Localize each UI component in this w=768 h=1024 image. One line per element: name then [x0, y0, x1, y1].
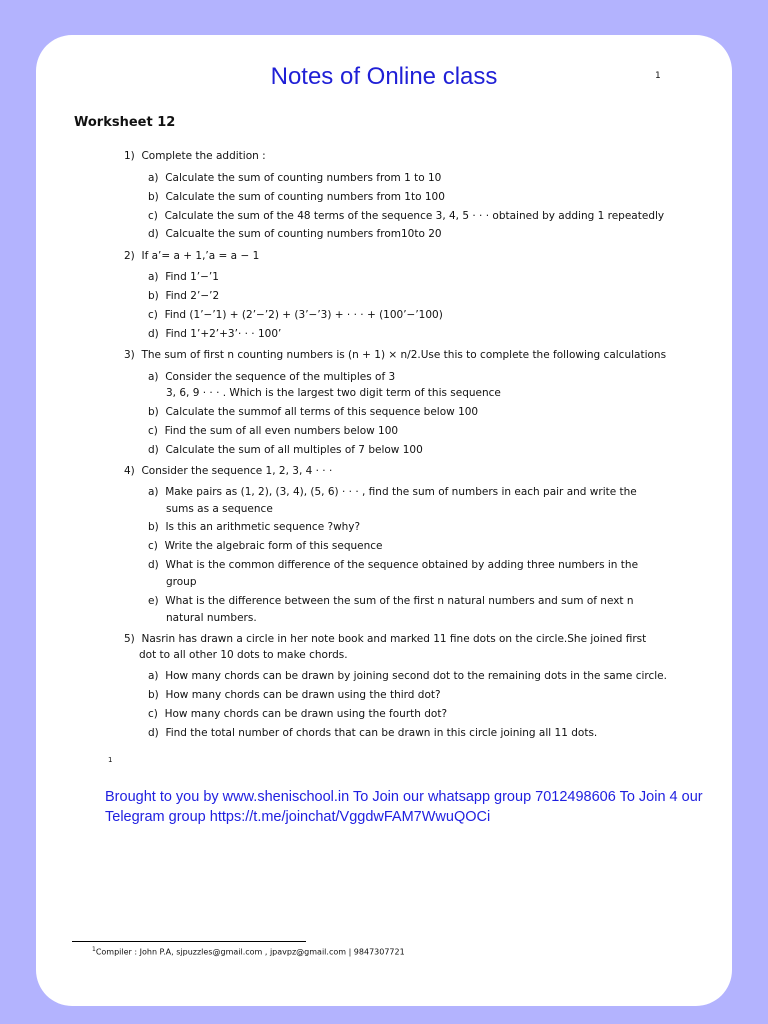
part-text: How many chords can be drawn using the third dot? — [165, 689, 441, 701]
part-3d — [148, 443, 423, 457]
part-label: c) — [148, 425, 158, 437]
question-text: dot to all other 10 dots to make chords. — [139, 649, 348, 661]
footnote-rule — [72, 941, 306, 942]
part-5d — [148, 726, 597, 740]
part-label: d) — [148, 444, 159, 456]
part-1a — [148, 171, 441, 185]
page-number: 1 — [655, 71, 661, 81]
part-text: Consider the sequence of the multiples of 3 — [165, 371, 396, 383]
part-label: a) — [148, 486, 159, 498]
question-text: Nasrin has drawn a circle in her note book and marked 11 fine dots on the circle.She joined first — [141, 633, 647, 645]
question-text: The sum of first n counting numbers is (n + 1) × n/2.Use this to complete the following calculations — [141, 349, 667, 361]
part-text: What is the difference between the sum of the first n natural numbers and sum of next n — [165, 595, 634, 607]
question-text: Consider the sequence 1, 2, 3, 4 · · · — [141, 465, 333, 477]
part-4d-continued — [166, 575, 197, 589]
part-4e — [148, 594, 634, 608]
part-label: a) — [148, 371, 159, 383]
part-1b — [148, 190, 445, 204]
part-label: a) — [148, 271, 159, 283]
part-text: Find (1’−’1) + (2’−’2) + (3’−’3) + · · · + (100’−’100) — [164, 309, 443, 321]
part-text: Calculate the sum of all multiples of 7 below 100 — [165, 444, 423, 456]
footnote-sup: 1 — [92, 946, 96, 953]
question-text: If a’= a + 1,’a = a − 1 — [141, 250, 260, 262]
part-3b — [148, 405, 478, 419]
part-2d — [148, 327, 281, 341]
part-text: Find 2’−’2 — [165, 290, 220, 302]
part-label: d) — [148, 727, 159, 739]
part-text: Make pairs as (1, 2), (3, 4), (5, 6) · · · , find the sum of numbers in each pair and write the — [165, 486, 637, 498]
footnote — [92, 946, 405, 957]
part-4a — [148, 485, 637, 499]
part-label: e) — [148, 595, 159, 607]
question-number: 2) — [124, 250, 135, 262]
part-2c — [148, 308, 443, 322]
part-label: d) — [148, 559, 159, 571]
part-text: Calculate the sum of the 48 terms of the sequence 3, 4, 5 · · · obtained by adding 1 repeatedly — [164, 210, 665, 222]
question-4 — [124, 464, 332, 478]
part-label: b) — [148, 521, 159, 533]
part-label: b) — [148, 406, 159, 418]
part-5b — [148, 688, 441, 702]
part-3a — [148, 370, 395, 384]
part-text: Calculate the summof all terms of this sequence below 100 — [165, 406, 479, 418]
part-label: a) — [148, 670, 159, 682]
part-text: group — [166, 576, 197, 588]
part-text: Calculate the sum of counting numbers from 1to 100 — [165, 191, 445, 203]
part-text: Calcualte the sum of counting numbers from10to 20 — [165, 228, 442, 240]
page-title: Notes of Online class — [270, 63, 498, 90]
part-text: Calculate the sum of counting numbers from 1 to 10 — [165, 172, 442, 184]
footnote-marker: 1 — [108, 756, 113, 764]
question-number: 5) — [124, 633, 135, 645]
part-label: a) — [148, 172, 159, 184]
question-number: 1) — [124, 150, 135, 162]
part-text: 3, 6, 9 · · · . Which is the largest two digit term of this sequence — [166, 387, 501, 399]
part-4a-continued — [166, 502, 273, 516]
part-2b — [148, 289, 219, 303]
question-3 — [124, 348, 666, 362]
part-text: Find 1’+2’+3’· · · 100’ — [165, 328, 282, 340]
part-text: sums as a sequence — [166, 503, 273, 515]
part-4b — [148, 520, 360, 534]
part-text: Find the total number of chords that can be drawn in this circle joining all 11 dots. — [165, 727, 598, 739]
part-3a-continued — [166, 386, 501, 400]
part-label: c) — [148, 309, 158, 321]
part-4c — [148, 539, 382, 553]
part-label: c) — [148, 708, 158, 720]
part-text: Write the algebraic form of this sequence — [164, 540, 383, 552]
promo-footer-text: Brought to you by www.shenischool.in To Join our whatsapp group 7012498606 To Join 4 our Telegram group https://t.me/joinchat/VggdwFAM7WwuQOCi — [105, 789, 703, 825]
worksheet-heading: Worksheet 12 — [74, 115, 176, 130]
part-4d — [148, 558, 638, 572]
question-1 — [124, 149, 266, 163]
question-5-continued — [139, 648, 348, 662]
part-5a — [148, 669, 667, 683]
part-1c — [148, 209, 664, 223]
part-label: d) — [148, 328, 159, 340]
part-label: b) — [148, 689, 159, 701]
part-text: How many chords can be drawn using the fourth dot? — [164, 708, 448, 720]
part-label: c) — [148, 540, 158, 552]
footnote-text: Compiler : John P.A, sjpuzzles@gmail.com , jpavpz@gmail.com | 9847307721 — [95, 947, 405, 957]
worksheet-page — [36, 35, 732, 1006]
question-5 — [124, 632, 646, 646]
question-2 — [124, 249, 259, 263]
part-label: c) — [148, 210, 158, 222]
part-label: d) — [148, 228, 159, 240]
part-label: b) — [148, 290, 159, 302]
part-text: Find 1’−’1 — [165, 271, 219, 283]
part-2a — [148, 270, 219, 284]
part-1d — [148, 227, 442, 241]
question-number: 3) — [124, 349, 135, 361]
part-text: Find the sum of all even numbers below 100 — [164, 425, 399, 437]
part-label: b) — [148, 191, 159, 203]
part-text: natural numbers. — [166, 612, 257, 624]
part-3c — [148, 424, 398, 438]
part-text: What is the common difference of the sequence obtained by adding three numbers in the — [165, 559, 639, 571]
part-text: Is this an arithmetic sequence ?why? — [165, 521, 361, 533]
question-text: Complete the addition : — [141, 150, 266, 162]
part-text: How many chords can be drawn by joining second dot to the remaining dots in the same circle. — [165, 670, 667, 682]
part-5c — [148, 707, 447, 721]
part-4e-continued — [166, 611, 257, 625]
question-number: 4) — [124, 465, 135, 477]
